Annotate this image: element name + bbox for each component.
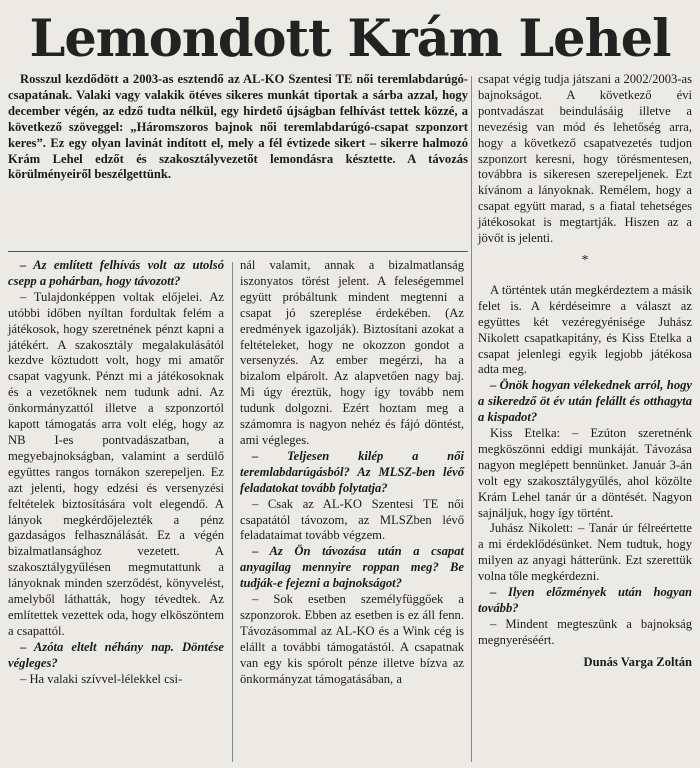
interview-answer: Kiss Etelka: – Ezúton szeretnénk megköszönni eddigi munkáját. Távozása nagyon meglépett bennünket. Január 3-án volt egy szakosztálygyűlés, ahol közölte Krám Lehel tanár úr a döntését. Nagyon sajnáljuk, hogy így történt. [478,426,692,520]
paragraph: csapat végig tudja játszani a 2002/2003-as bajnokságot. A következő évi pontvadászat beindulásáig illetve a nevezésig van mód és lehetőség arra, hogy a következő csapatvezetés tudjon szponzort keresni, hogy törésmentesen, továbbra is sikeresen szerepeljenek. Ezt kívánom a lányoknak. Remélem, hogy a csapat együtt marad, s a fiatal tehetséges játékosokat is megtartják. Hiszen az a jövőt is jelenti. [478,72,692,246]
article-lead [8,72,468,183]
interview-answer: – Tulajdonképpen voltak előjelei. Az utóbbi időben nyíltan fordultak felém a játékosok, hogy szeretnének pénzt kapni a játékért. A szakosztály megalakulásától kezdve köztudott volt, hogy mi amatőr csapat vagyunk. Pénzt mi a játékosoknak és a vezetőknek nem tudunk adni. Az önkormányzattól illetve a szponzortól kapott támogatás arra volt elég, hogy az NB I-es pontvadászatban, a megyebajnokságban, valamint a serdülő együttes rangos tornákon szerepeljen. Ez azt jelenti, hogy edzési és versenyzési feltételek biztosítására volt elegendő. A lányok megkérdőjelezték a pénz gazdaságos felhasználását. Ez a végén bizalmatlansághoz vezetett. A szakosztálygyűlésen megmutattunk a lányoknak minden szerződést, könyvelést, amelyből láthatták, hogy tévedtek. Az említettek vezettek oda, hogy elköszöntem a csapattól. [8,289,224,638]
interview-answer: nál valamit, annak a bizalmatlanság iszonyatos törést jelent. A feleségemmel együtt próbáltunk mindent megtenni a csapat jó szereplése érdekében. (Az eredmények igazolják). Biztosítani azokat a feltételeket, hogy ne okozzon gondot a versenyzés. Az ember megérzi, ha a bizalom elpárolt. Az alapvetően nagy baj. Mi úgy éreztük, hogy így tovább nem tudunk dolgozni. Ezért hoztam meg a számomra is nagyon nehéz és fájó döntést, ami végleges. [240,258,464,447]
column-1 [8,258,224,687]
interview-answer: – Sok esetben személyfüggőek a szponzorok. Ebben az esetben is ez áll fenn. Távozásommal az AL-KO és a Wink cég is elállt a további támogatástól. A csapatnak van egy kis spórolt pénze illetve bízva az önkormányzat támogatásában, a [240,592,464,686]
column-divider [232,262,233,762]
paragraph: A történtek után megkérdeztem a másik felet is. A kérdéseimre a választ az együttes két vezéregyénisége Juhász Nikolett csapatkapitány, és Kiss Etelka a csapat jelenlegi egyik legjobb játékosa adta meg. [478,282,692,377]
interview-answer: Juhász Nikolett: – Tanár úr félreértette a mi érdeklődésünket. Nem tudtuk, hogy milyen az anyagi hátterünk. Ezt szerettük volna tőle megkérdezni. [478,521,692,584]
article-headline: Lemondott Krám Lehel [29,9,671,69]
lead-paragraph: Rosszul kezdődött a 2003-as esztendő az AL-KO Szentesi TE női teremlabdarúgó-csapatának. Valaki vagy valakik ötéves sikeres munkát tiportak a sárba azzal, hogy december végén, az edző tudta nélkül, egy hirdető újságban felhívást tettek közzé, a következő szöveggel: „Háromszoros bajnok női teremlabdarúgó-csapat szponzort keres”. Ez egy olyan lavinát indított el, mely a fél évtizede sikert – sikerre halmozó Krám Lehel edzőt és szakosztályvezetőt lemondásra késztette. A távozás körülményeiről beszélgettünk. [8,72,468,182]
interview-question: – Teljesen kilép a női teremlabdarúgásból? Az MLSZ-ben lévő feladatokat tovább folytatja? [240,448,464,495]
interview-answer: – Ha valaki szívvel-lélekkel csi- [20,671,183,686]
lead-divider [8,251,468,252]
interview-answer: – Mindent megteszünk a bajnokság megnyeréséért. [478,616,692,647]
column-3 [478,72,692,671]
author-signature: Dunás Varga Zoltán [583,654,692,669]
interview-question: – Az említett felhívás volt az utolsó csepp a pohárban, hogy távozott? [8,258,224,288]
interview-block [478,378,692,648]
column-2 [240,258,464,687]
interview-question: – Az Ön távozása után a csapat anyagilag mennyire roppan meg? Be tudják-e fejezni a bajnokságot? [240,544,464,591]
interview-question: – Önök hogyan vélekednek arról, hogy a sikeredző öt év után felállt és otthagyta a kispadot? [478,378,692,425]
interview-question: – Ilyen előzmények után hogyan tovább? [478,585,692,615]
interview-question: – Azóta eltelt néhány nap. Döntése végleges? [8,639,224,670]
column-divider [471,76,472,762]
interview-answer: – Csak az AL-KO Szentesi TE női csapatától távozom, az MLSZben lévő feladataimat tovább végzem. [240,496,464,543]
section-break-star: * [581,252,589,268]
